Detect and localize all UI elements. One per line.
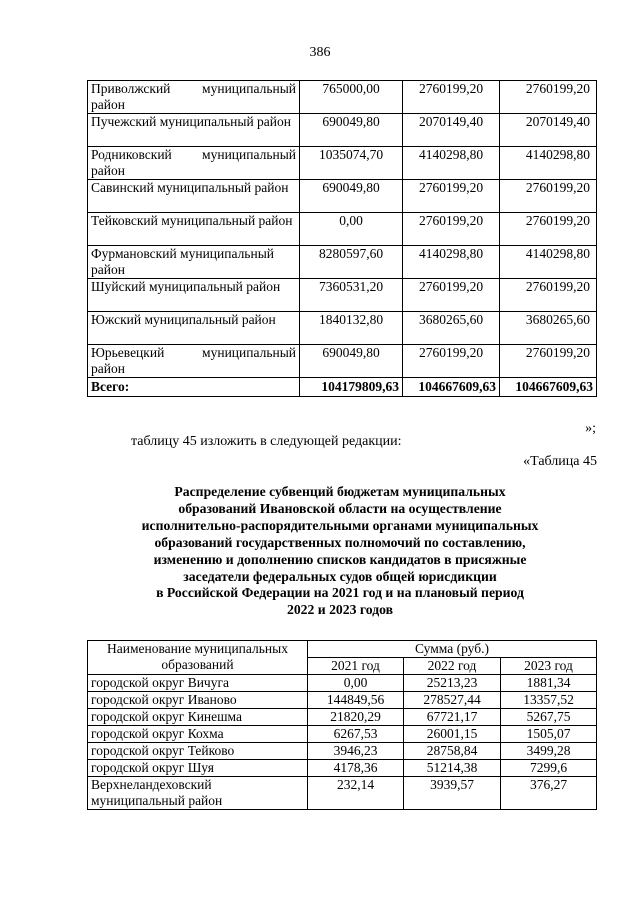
- value-col-2: 2070149,40: [403, 114, 500, 147]
- table-row: [88, 743, 597, 760]
- value-col-1: 690049,80: [300, 345, 403, 378]
- table-row: [88, 147, 597, 180]
- header-row: [88, 641, 597, 658]
- district-name: городской округ Кохма: [88, 726, 308, 743]
- total-col-1: 104179809,63: [300, 378, 403, 397]
- value-col-1: 7360531,20: [300, 279, 403, 312]
- value-2022: 25213,23: [404, 675, 501, 692]
- district-name: Шуйский муниципальный район: [88, 279, 300, 312]
- total-row: [88, 378, 597, 397]
- value-col-1: 8280597,60: [300, 246, 403, 279]
- header-year-2022: 2022 год: [404, 658, 501, 675]
- table-reference: «Таблица 45: [523, 454, 597, 469]
- table-row: [88, 312, 597, 345]
- district-name: Верхнеландеховский муниципальный район: [88, 777, 308, 810]
- value-2021: 144849,56: [308, 692, 404, 709]
- value-col-2: 2760199,20: [403, 81, 500, 114]
- subvention-table-45: [87, 640, 597, 810]
- district-name: городской округ Иваново: [88, 692, 308, 709]
- value-col-3: 2070149,40: [500, 114, 597, 147]
- value-col-1: 1840132,80: [300, 312, 403, 345]
- header-year-2023: 2023 год: [501, 658, 597, 675]
- table-row: [88, 279, 597, 312]
- value-col-2: 4140298,80: [403, 147, 500, 180]
- subvention-table-continued: [87, 80, 597, 397]
- value-2023: 1505,07: [501, 726, 597, 743]
- heading-line: образований Ивановской области на осуществление: [178, 500, 502, 516]
- heading-line: Распределение субвенций бюджетам муниципальных: [174, 484, 506, 499]
- district-name: Приволжский муниципальный район: [88, 81, 300, 114]
- table-row: [88, 345, 597, 378]
- value-col-3: 4140298,80: [500, 246, 597, 279]
- heading-line: 2022 и 2023 годов: [286, 602, 394, 618]
- value-col-3: 2760199,20: [500, 345, 597, 378]
- table-row: [88, 726, 597, 743]
- page-number: 386: [309, 45, 331, 60]
- value-2023: 1881,34: [501, 675, 597, 692]
- value-col-3: 2760199,20: [500, 180, 597, 213]
- heading-line: исполнительно-распорядительными органами муниципальных: [141, 517, 539, 533]
- value-2023: 3499,28: [501, 743, 597, 760]
- value-col-3: 4140298,80: [500, 147, 597, 180]
- district-name: городской округ Вичуга: [88, 675, 308, 692]
- total-label: Всего:: [88, 378, 300, 397]
- district-name: городской округ Тейково: [88, 743, 308, 760]
- value-col-1: 690049,80: [300, 114, 403, 147]
- table-row: [88, 709, 597, 726]
- table-row: [88, 213, 597, 246]
- value-2022: 28758,84: [404, 743, 501, 760]
- value-2022: 26001,15: [404, 726, 501, 743]
- value-2023: 7299,6: [501, 760, 597, 777]
- district-name: Юрьевецкий муниципальный район: [88, 345, 300, 378]
- value-col-3: 3680265,60: [500, 312, 597, 345]
- district-name: городской округ Кинешма: [88, 709, 308, 726]
- table-row: [88, 180, 597, 213]
- value-col-2: 2760199,20: [403, 279, 500, 312]
- value-2023: 5267,75: [501, 709, 597, 726]
- table-row: [88, 777, 597, 810]
- value-col-2: 2760199,20: [403, 180, 500, 213]
- value-2023: 13357,52: [501, 692, 597, 709]
- header-year-2021: 2021 год: [308, 658, 404, 675]
- table-row: [88, 675, 597, 692]
- district-name: Фурмановский муниципальный район: [88, 246, 300, 279]
- heading-line: в Российской Федерации на 2021 год и на плановый период: [156, 585, 524, 601]
- value-col-2: 4140298,80: [403, 246, 500, 279]
- value-2022: 3939,57: [404, 777, 501, 810]
- table-heading: [100, 484, 580, 619]
- value-2021: 0,00: [308, 675, 404, 692]
- district-name: Южский муниципальный район: [88, 312, 300, 345]
- header-sum: Сумма (руб.): [308, 641, 597, 658]
- instruction-text: таблицу 45 изложить в следующей редакции:: [131, 434, 402, 449]
- district-name: Тейковский муниципальный район: [88, 213, 300, 246]
- total-col-2: 104667609,63: [403, 378, 500, 397]
- table-row: [88, 246, 597, 279]
- district-name: Савинский муниципальный район: [88, 180, 300, 213]
- value-2023: 376,27: [501, 777, 597, 810]
- heading-line: заседатели федеральных судов общей юрисдикции: [183, 568, 497, 584]
- value-col-1: 1035074,70: [300, 147, 403, 180]
- value-2021: 21820,29: [308, 709, 404, 726]
- total-col-3: 104667609,63: [500, 378, 597, 397]
- value-col-3: 2760199,20: [500, 81, 597, 114]
- district-name: городской округ Шуя: [88, 760, 308, 777]
- district-name: Родниковский муниципальный район: [88, 147, 300, 180]
- value-2021: 232,14: [308, 777, 404, 810]
- value-2021: 4178,36: [308, 760, 404, 777]
- value-2021: 3946,23: [308, 743, 404, 760]
- table-row: [88, 692, 597, 709]
- value-2022: 51214,38: [404, 760, 501, 777]
- district-name: Пучежский муниципальный район: [88, 114, 300, 147]
- value-2021: 6267,53: [308, 726, 404, 743]
- heading-line: изменению и дополнению списков кандидатов в присяжные: [153, 551, 527, 567]
- value-2022: 67721,17: [404, 709, 501, 726]
- heading-line: образований государственных полномочий по составлению,: [154, 534, 526, 550]
- value-col-1: 690049,80: [300, 180, 403, 213]
- value-col-2: 2760199,20: [403, 345, 500, 378]
- header-name: Наименование муниципальных образований: [88, 641, 308, 675]
- value-col-1: 0,00: [300, 213, 403, 246]
- value-col-2: 3680265,60: [403, 312, 500, 345]
- value-col-3: 2760199,20: [500, 279, 597, 312]
- closing-quote: »;: [585, 421, 596, 436]
- value-2022: 278527,44: [404, 692, 501, 709]
- table-row: [88, 760, 597, 777]
- table-row: [88, 81, 597, 114]
- table-row: [88, 114, 597, 147]
- value-col-3: 2760199,20: [500, 213, 597, 246]
- value-col-2: 2760199,20: [403, 213, 500, 246]
- value-col-1: 765000,00: [300, 81, 403, 114]
